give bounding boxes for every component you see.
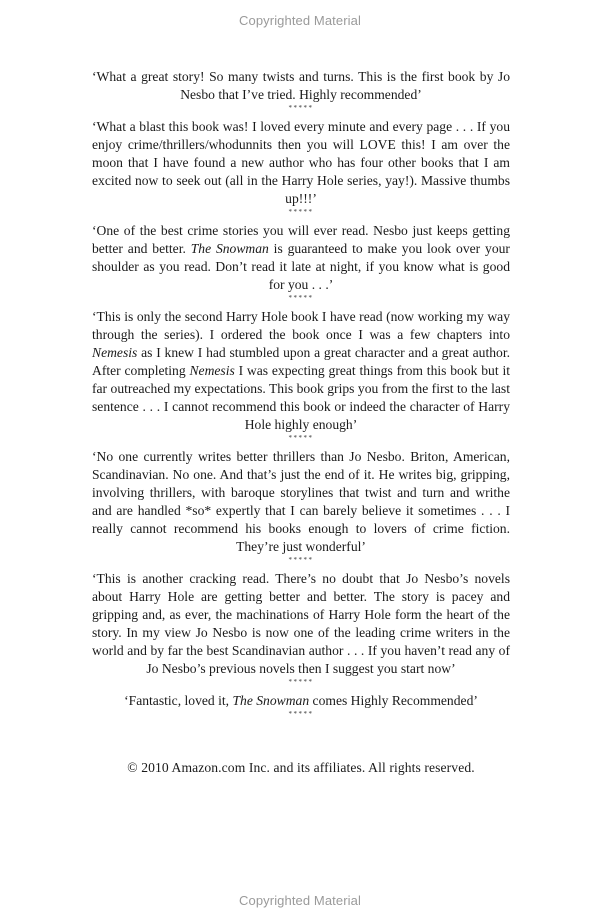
watermark-bottom: Copyrighted Material: [239, 893, 361, 908]
copyright-notice: © 2010 Amazon.com Inc. and its affiliates. All rights reserved.: [127, 760, 475, 775]
separator-stars: *****: [288, 556, 314, 564]
separator-stars: *****: [288, 710, 314, 718]
separator-stars: *****: [288, 434, 314, 442]
review-1: ‘What a great story! So many twists and turns. This is the first book by Jo Nesbo that I’ve tried. Highly recommended’: [92, 69, 510, 102]
review-7: ‘Fantastic, loved it, The Snowman comes Highly Recommended’: [124, 693, 478, 708]
review-page: [92, 68, 510, 777]
book-title: Nemesis: [92, 345, 138, 360]
book-title: Nemesis: [189, 363, 235, 378]
book-title: The Snowman: [190, 241, 269, 256]
review-3: ‘One of the best crime stories you will ever read. Nesbo just keeps getting better and better. The Snowman is guaranteed to make you look over your shoulder as you read. Don’t read it late at night, if you know what is good for you . . .’: [92, 223, 510, 292]
review-2: ‘What a blast this book was! I loved every minute and every page . . . If you enjoy crime/thrillers/whodunnits then you will LOVE this! I am over the moon that I have found a new author who has four other books that I am excited now to seek out (all in the Harry Hole series, yay!). Massive thumbs up!!!’: [92, 119, 510, 206]
separator-stars: *****: [288, 294, 314, 302]
review-5: ‘No one currently writes better thrillers than Jo Nesbo. Briton, American, Scandinavian. No one. And that’s just the end of it. He writes big, gripping, involving thrillers, with baroque storylines that twist and turn and writhe and are handled *so* expertly that I can barely believe it sometimes . . . I really cannot recommend his books enough to lovers of crime fiction. They’re just wonderful’: [92, 449, 510, 554]
review-6: ‘This is another cracking read. There’s no doubt that Jo Nesbo’s novels about Harry Hole are getting better and better. The story is pacey and gripping and, as ever, the machinations of Harry Hole form the heart of the story. In my view Jo Nesbo is now one of the leading crime writers in the world and by far the best Scandinavian author . . . If you haven’t read any of Jo Nesbo’s previous novels then I suggest you start now’: [92, 571, 510, 676]
book-title: The Snowman: [232, 693, 310, 708]
separator-stars: *****: [288, 208, 314, 216]
watermark-top: Copyrighted Material: [239, 13, 361, 28]
separator-stars: *****: [288, 104, 314, 112]
review-4: ‘This is only the second Harry Hole book I have read (now working my way through the series). I ordered the book once I was a few chapters into Nemesis as I knew I had stumbled upon a great character and a great author. After completing Nemesis I was expecting great things from this book but it far outreached my expectations. This book grips you from the first to the last sentence . . . I cannot recommend this book or indeed the character of Harry Hole highly enough’: [92, 309, 510, 432]
separator-stars: *****: [288, 678, 314, 686]
